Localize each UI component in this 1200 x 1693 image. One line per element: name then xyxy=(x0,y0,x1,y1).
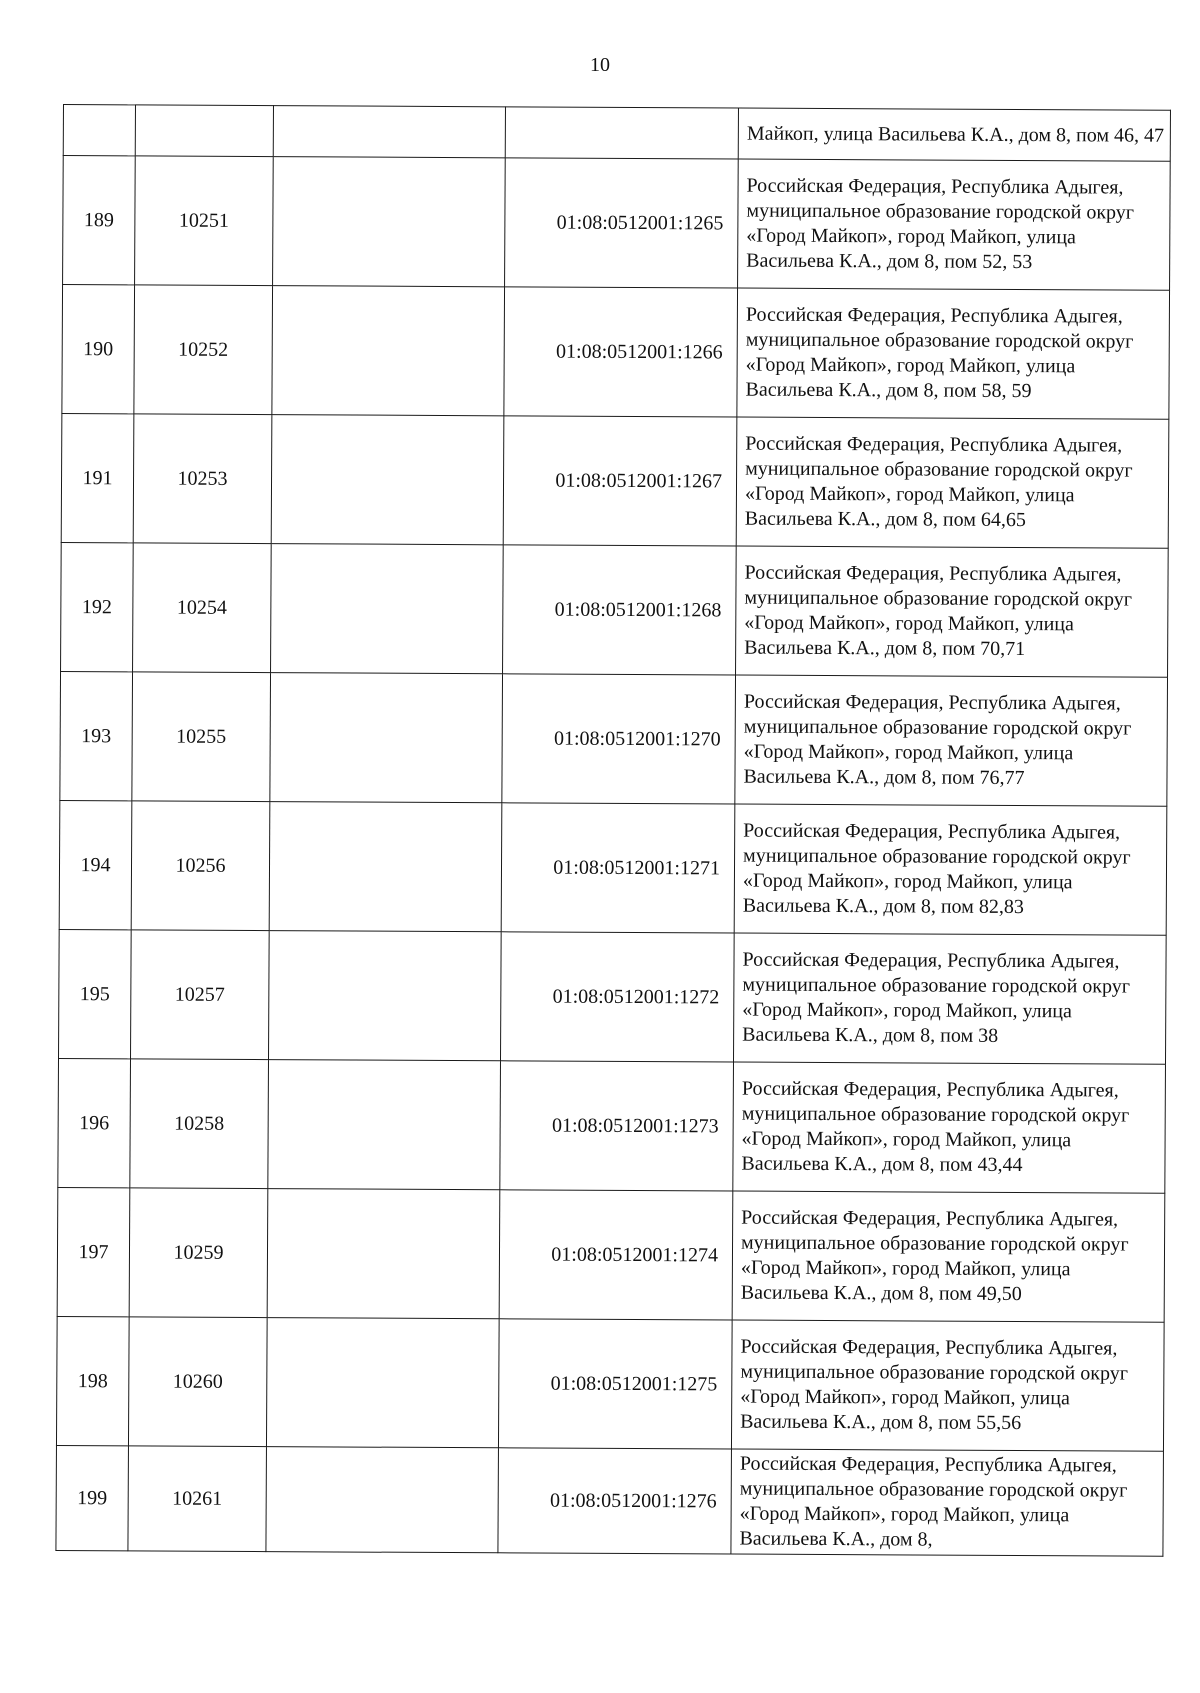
empty-cell xyxy=(271,544,504,674)
registry-number: 10255 xyxy=(132,672,271,802)
address: Российская Федерация, Республика Адыгея, муниципальное образование городской округ «Город Майкоп», город Майкоп, улица Васильева К.А., дом 8, xyxy=(731,1449,1164,1556)
table-row xyxy=(56,1445,1164,1556)
row-number: 197 xyxy=(57,1187,130,1316)
cadastral-number: 01:08:0512001:1266 xyxy=(504,287,738,417)
table-row xyxy=(63,156,1171,291)
registry-number: 10256 xyxy=(131,801,270,931)
table-row xyxy=(57,1187,1165,1322)
registry-number: 10261 xyxy=(128,1446,267,1552)
row-number: 190 xyxy=(62,285,135,414)
row-number: 192 xyxy=(61,542,134,671)
address: Российская Федерация, Республика Адыгея, муниципальное образование городской округ «Город Майкоп», город Майкоп, улица Васильева К.А., дом 8, пом 70,71 xyxy=(736,546,1169,677)
address: Российская Федерация, Республика Адыгея, муниципальное образование городской округ «Город Майкоп», город Майкоп, улица Васильева К.А., дом 8, пом 64,65 xyxy=(736,417,1169,548)
cadastral-number: 01:08:0512001:1270 xyxy=(502,674,736,804)
address: Российская Федерация, Республика Адыгея, муниципальное образование городской округ «Город Майкоп», город Майкоп, улица Васильева К.А., дом 8, пом 52, 53 xyxy=(738,159,1171,290)
address: Майкоп, улица Васильева К.А., дом 8, пом 46, 47 xyxy=(738,108,1170,161)
property-registry-table xyxy=(55,104,1171,1557)
row-number: 191 xyxy=(61,413,134,542)
empty-cell xyxy=(266,1447,499,1553)
row-number xyxy=(63,105,135,156)
registry-number: 10259 xyxy=(129,1188,268,1318)
cadastral-number: 01:08:0512001:1275 xyxy=(498,1319,732,1449)
cadastral-number: 01:08:0512001:1271 xyxy=(501,803,735,933)
cadastral-number xyxy=(505,107,738,159)
registry-number: 10260 xyxy=(128,1317,267,1447)
registry-number: 10252 xyxy=(134,285,273,415)
row-number: 199 xyxy=(56,1445,129,1550)
address: Российская Федерация, Республика Адыгея, муниципальное образование городской округ «Город Майкоп», город Майкоп, улица Васильева К.А., дом 8, пом 82,83 xyxy=(734,804,1167,935)
empty-cell xyxy=(273,106,505,158)
address: Российская Федерация, Республика Адыгея, муниципальное образование городской округ «Город Майкоп», город Майкоп, улица Васильева К.А., дом 8, пом 38 xyxy=(733,933,1166,1064)
row-number: 195 xyxy=(59,929,132,1058)
cadastral-number: 01:08:0512001:1268 xyxy=(503,545,737,675)
empty-cell xyxy=(268,931,501,1061)
address: Российская Федерация, Республика Адыгея, муниципальное образование городской округ «Город Майкоп», город Майкоп, улица Васильева К.А., дом 8, пом 58, 59 xyxy=(737,288,1170,419)
empty-cell xyxy=(273,157,506,287)
cadastral-number: 01:08:0512001:1265 xyxy=(505,158,739,288)
cadastral-number: 01:08:0512001:1272 xyxy=(500,932,734,1062)
address: Российская Федерация, Республика Адыгея, муниципальное образование городской округ «Город Майкоп», город Майкоп, улица Васильева К.А., дом 8, пом 55,56 xyxy=(731,1320,1164,1451)
address: Российская Федерация, Республика Адыгея, муниципальное образование городской округ «Город Майкоп», город Майкоп, улица Васильева К.А., дом 8, пом 49,50 xyxy=(732,1191,1165,1322)
row-number: 189 xyxy=(63,156,136,285)
registry-number: 10257 xyxy=(131,930,270,1060)
table-row xyxy=(59,929,1167,1064)
registry-number: 10251 xyxy=(135,156,274,286)
empty-cell xyxy=(266,1318,499,1448)
table-row xyxy=(61,413,1169,548)
registry-number: 10258 xyxy=(130,1059,269,1189)
table-row xyxy=(59,800,1167,935)
empty-cell xyxy=(267,1189,500,1319)
page-number: 10 xyxy=(590,54,610,76)
table-row xyxy=(63,105,1170,162)
address: Российская Федерация, Республика Адыгея, муниципальное образование городской округ «Город Майкоп», город Майкоп, улица Васильева К.А., дом 8, пом 76,77 xyxy=(735,675,1168,806)
cadastral-number: 01:08:0512001:1267 xyxy=(503,416,737,546)
cadastral-number: 01:08:0512001:1274 xyxy=(499,1190,733,1320)
empty-cell xyxy=(268,1060,501,1190)
registry-number: 10253 xyxy=(133,414,272,544)
row-number: 193 xyxy=(60,671,133,800)
table-row xyxy=(58,1058,1166,1193)
table-row xyxy=(62,285,1170,420)
cadastral-number: 01:08:0512001:1276 xyxy=(498,1448,732,1554)
row-number: 196 xyxy=(58,1058,131,1187)
registry-number: 10254 xyxy=(133,543,272,673)
cadastral-number: 01:08:0512001:1273 xyxy=(500,1061,734,1191)
row-number: 198 xyxy=(56,1316,129,1445)
address: Российская Федерация, Республика Адыгея, муниципальное образование городской округ «Город Майкоп», город Майкоп, улица Васильева К.А., дом 8, пом 43,44 xyxy=(733,1062,1166,1193)
empty-cell xyxy=(269,802,502,932)
table-row xyxy=(56,1316,1164,1451)
empty-cell xyxy=(270,673,503,803)
empty-cell xyxy=(271,415,504,545)
empty-cell xyxy=(272,286,505,416)
table-row xyxy=(61,542,1169,677)
registry-number xyxy=(135,105,273,157)
table-row xyxy=(60,671,1168,806)
row-number: 194 xyxy=(59,800,132,929)
